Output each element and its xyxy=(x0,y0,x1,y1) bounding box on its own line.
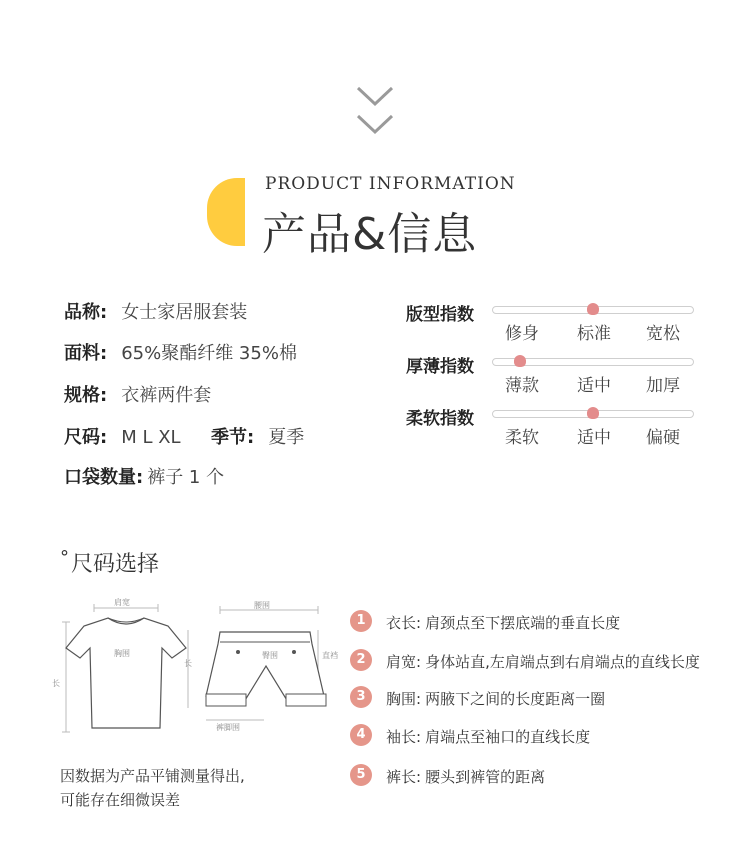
index-slider-knob xyxy=(587,303,599,315)
measurement-key: 袖长: xyxy=(386,728,422,746)
label-leg-opening: 裤脚围 xyxy=(216,723,240,732)
label-shoulder: 肩宽 xyxy=(114,598,130,607)
note-line-1: 因数据为产品平铺测量得出, xyxy=(60,767,245,785)
index-tick-label: 宽松 xyxy=(646,324,680,344)
label-waist: 腰围 xyxy=(254,601,270,610)
index-tick-label: 薄款 xyxy=(505,376,539,396)
label-pants-length: 长 xyxy=(184,659,192,668)
spec-fabric xyxy=(64,339,297,365)
spec-name-value: 女士家居服套装 xyxy=(121,302,248,323)
size-section-title-text: 尺码选择 xyxy=(71,552,160,577)
index-label: 柔软指数 xyxy=(406,409,474,429)
measurement-number-badge: 4 xyxy=(350,724,372,746)
measurement-desc: 肩端点至袖口的直线长度 xyxy=(425,728,591,746)
size-diagram xyxy=(48,596,338,736)
index-label: 版型指数 xyxy=(406,305,474,325)
measurement-item xyxy=(386,766,545,787)
spec-pockets-value: 裤子 1 个 xyxy=(147,467,225,488)
double-chevron-down-icon xyxy=(352,84,398,140)
title-accent-tab xyxy=(207,178,245,246)
index-tick-label: 适中 xyxy=(577,376,611,396)
index-slider-knob xyxy=(514,355,526,367)
measurement-number-badge: 3 xyxy=(350,686,372,708)
label-hip: 臀围 xyxy=(262,651,278,660)
index-label: 厚薄指数 xyxy=(406,357,474,377)
spec-size-key: 尺码: xyxy=(64,427,108,448)
measurement-desc: 身体站直,左肩端点到右肩端点的直线长度 xyxy=(425,653,700,671)
measurement-item xyxy=(386,612,620,633)
english-title: PRODUCT INFORMATION xyxy=(265,174,516,194)
index-tick-label: 柔软 xyxy=(505,428,539,448)
index-tick-label: 标准 xyxy=(577,324,611,344)
tshirt-outline xyxy=(66,618,186,728)
spec-name xyxy=(64,298,247,324)
measurement-item xyxy=(386,726,590,747)
spec-style xyxy=(64,381,211,407)
spec-pockets-key: 口袋数量: xyxy=(64,467,144,488)
measurement-desc: 肩颈点至下摆底端的垂直长度 xyxy=(425,614,621,632)
index-tick-label: 修身 xyxy=(505,324,539,344)
measurement-key: 肩宽: xyxy=(386,653,422,671)
measurement-item xyxy=(386,688,605,709)
spec-season-key: 季节: xyxy=(211,427,255,448)
spec-pockets xyxy=(64,463,224,489)
index-tick-label: 偏硬 xyxy=(646,428,680,448)
measurement-key: 胸围: xyxy=(386,690,422,708)
spec-size-value: M L XL xyxy=(121,427,181,448)
measurement-desc: 腰头到裤管的距离 xyxy=(425,768,546,786)
label-chest: 胸围 xyxy=(114,649,130,658)
page-title: 产品&信息 xyxy=(262,209,478,260)
measurement-number-badge: 1 xyxy=(350,610,372,632)
spec-season xyxy=(211,423,304,449)
spec-size xyxy=(64,423,181,449)
label-length: 长 xyxy=(52,679,60,688)
spec-name-key: 品称: xyxy=(64,302,108,323)
index-tick-label: 加厚 xyxy=(646,376,680,396)
note-line-2: 可能存在细微误差 xyxy=(60,791,181,809)
spec-fabric-value: 65%聚酯纤维 35%棉 xyxy=(121,343,297,364)
index-slider-knob xyxy=(587,407,599,419)
measurement-number-badge: 5 xyxy=(350,764,372,786)
measurement-item xyxy=(386,651,700,672)
spec-style-value: 衣裤两件套 xyxy=(121,385,212,406)
spec-fabric-key: 面料: xyxy=(64,343,108,364)
spec-style-key: 规格: xyxy=(64,385,108,406)
measurement-key: 衣长: xyxy=(386,614,422,632)
measurement-number-badge: 2 xyxy=(350,649,372,671)
measurement-desc: 两腋下之间的长度距离一圈 xyxy=(425,690,606,708)
size-section-title: °尺码选择 xyxy=(60,547,160,577)
spec-season-value: 夏季 xyxy=(268,427,305,448)
measurement-key: 裤长: xyxy=(386,768,422,786)
index-tick-label: 适中 xyxy=(577,428,611,448)
label-crotch: 直裆 xyxy=(322,651,338,660)
